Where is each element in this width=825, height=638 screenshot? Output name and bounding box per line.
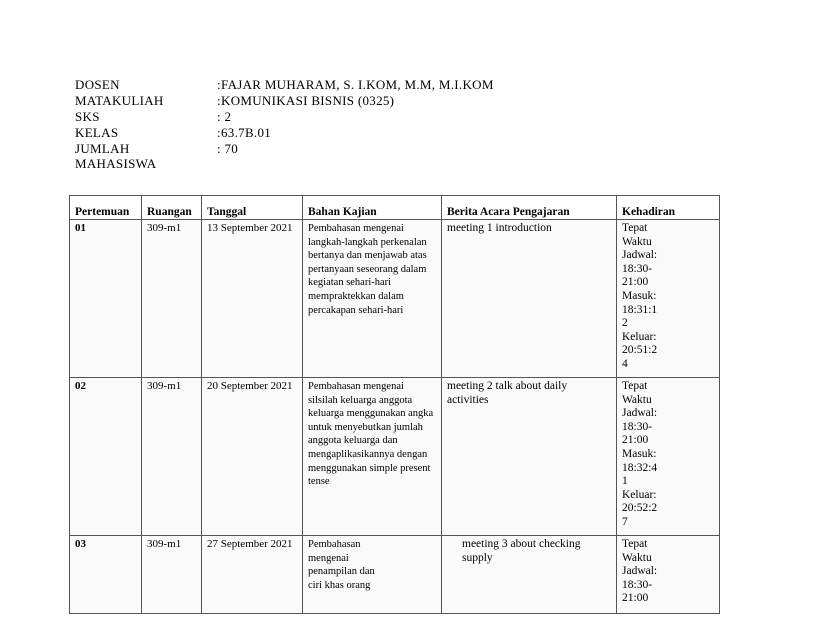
berita-acara-cell: meeting 1 introduction — [442, 220, 617, 378]
kehadiran-line: Masuk: — [622, 289, 657, 302]
separator: : — [217, 77, 221, 92]
kehadiran-line: Waktu — [622, 551, 652, 564]
kehadiran-line: Tepat — [622, 538, 648, 550]
col-header-kehadiran: Kehadiran — [617, 196, 720, 220]
matakuliah-label: MATAKULIAH — [75, 93, 164, 108]
jumlah-label: JUMLAH MAHASISWA — [75, 141, 157, 171]
col-header-bahan-kajian: Bahan Kajian — [303, 196, 442, 220]
kehadiran-line: 21:00 — [622, 592, 649, 605]
kehadiran-line: 21:00 — [622, 276, 649, 289]
attendance-table — [69, 195, 720, 614]
matakuliah-value: KOMUNIKASI BISNIS (0325) — [221, 93, 395, 108]
dosen-value: FAJAR MUHARAM, S. I.KOM, M.M, M.I.KOM — [221, 77, 494, 92]
pertemuan-cell: 01 — [70, 220, 142, 378]
ruangan-cell: 309-m1 — [142, 536, 202, 614]
table-row — [70, 536, 720, 614]
kelas-value: 63.7B.01 — [221, 125, 272, 140]
kehadiran-line: Jadwal: — [622, 407, 658, 420]
separator: : — [217, 125, 221, 140]
kehadiran-line: 4 — [622, 357, 628, 370]
kehadiran-line: 1 — [622, 475, 628, 488]
separator: : — [217, 93, 221, 108]
table-row — [70, 220, 720, 378]
kehadiran-line: 7 — [622, 515, 628, 528]
pertemuan-cell: 02 — [70, 378, 142, 536]
kehadiran-cell — [617, 220, 720, 378]
kehadiran-line: Waktu — [622, 393, 652, 406]
dosen-label: DOSEN — [75, 77, 120, 92]
table-header-row — [70, 196, 720, 220]
kehadiran-line: 2 — [622, 317, 628, 330]
bahan-kajian-cell: Pembahasan mengenai silsilah keluarga anggota keluarga menggunakan angka untuk menyebutkan jumlah anggota keluarga dan mengaplikasikannya dengan menggunakan simple present tense — [303, 378, 442, 536]
ruangan-cell: 309-m1 — [142, 220, 202, 378]
kehadiran-line: 18:30- — [622, 578, 653, 591]
pertemuan-cell: 03 — [70, 536, 142, 614]
bahan-kajian-cell: Pembahasan mengenai penampilan dan ciri khas orang — [303, 536, 442, 614]
kehadiran-line: Keluar: — [622, 330, 657, 343]
berita-acara-cell: meeting 3 about checking supply — [442, 536, 617, 614]
jumlah-value: : 70 — [217, 141, 239, 156]
kehadiran-line: Jadwal: — [622, 249, 658, 262]
kehadiran-line: Tepat — [622, 380, 648, 392]
col-header-ruangan: Ruangan — [142, 196, 202, 220]
berita-acara-cell: meeting 2 talk about daily activities — [442, 378, 617, 536]
ruangan-cell: 309-m1 — [142, 378, 202, 536]
tanggal-cell: 27 September 2021 — [202, 536, 303, 614]
kehadiran-line: 18:30- — [622, 262, 653, 275]
kelas-label: KELAS — [75, 125, 119, 140]
kehadiran-line: Tepat — [622, 222, 648, 234]
col-header-berita-acara: Berita Acara Pengajaran — [442, 196, 617, 220]
kehadiran-line: 21:00 — [622, 434, 649, 447]
kehadiran-line: 18:32:4 — [622, 461, 658, 474]
kehadiran-line: 18:30- — [622, 420, 653, 433]
kehadiran-line: Keluar: — [622, 488, 657, 501]
col-header-pertemuan: Pertemuan — [70, 196, 142, 220]
tanggal-cell: 20 September 2021 — [202, 378, 303, 536]
bahan-kajian-cell: Pembahasan mengenai langkah-langkah perkenalan bertanya dan menjawab atas pertanyaan seseorang dalam kegiatan sehari-hari mempraktekkan dalam percakapan sehari-hari — [303, 220, 442, 378]
table-row — [70, 378, 720, 536]
tanggal-cell: 13 September 2021 — [202, 220, 303, 378]
sks-value: : 2 — [217, 109, 232, 124]
sks-label: SKS — [75, 109, 100, 124]
kehadiran-cell — [617, 378, 720, 536]
kehadiran-line: 18:31:1 — [622, 303, 658, 316]
kehadiran-line: Masuk: — [622, 447, 657, 460]
kehadiran-line: Jadwal: — [622, 565, 658, 578]
kehadiran-line: 20:51:2 — [622, 344, 658, 357]
kehadiran-cell — [617, 536, 720, 614]
col-header-tanggal: Tanggal — [202, 196, 303, 220]
kehadiran-line: Waktu — [622, 235, 652, 248]
kehadiran-line: 20:52:2 — [622, 502, 658, 515]
